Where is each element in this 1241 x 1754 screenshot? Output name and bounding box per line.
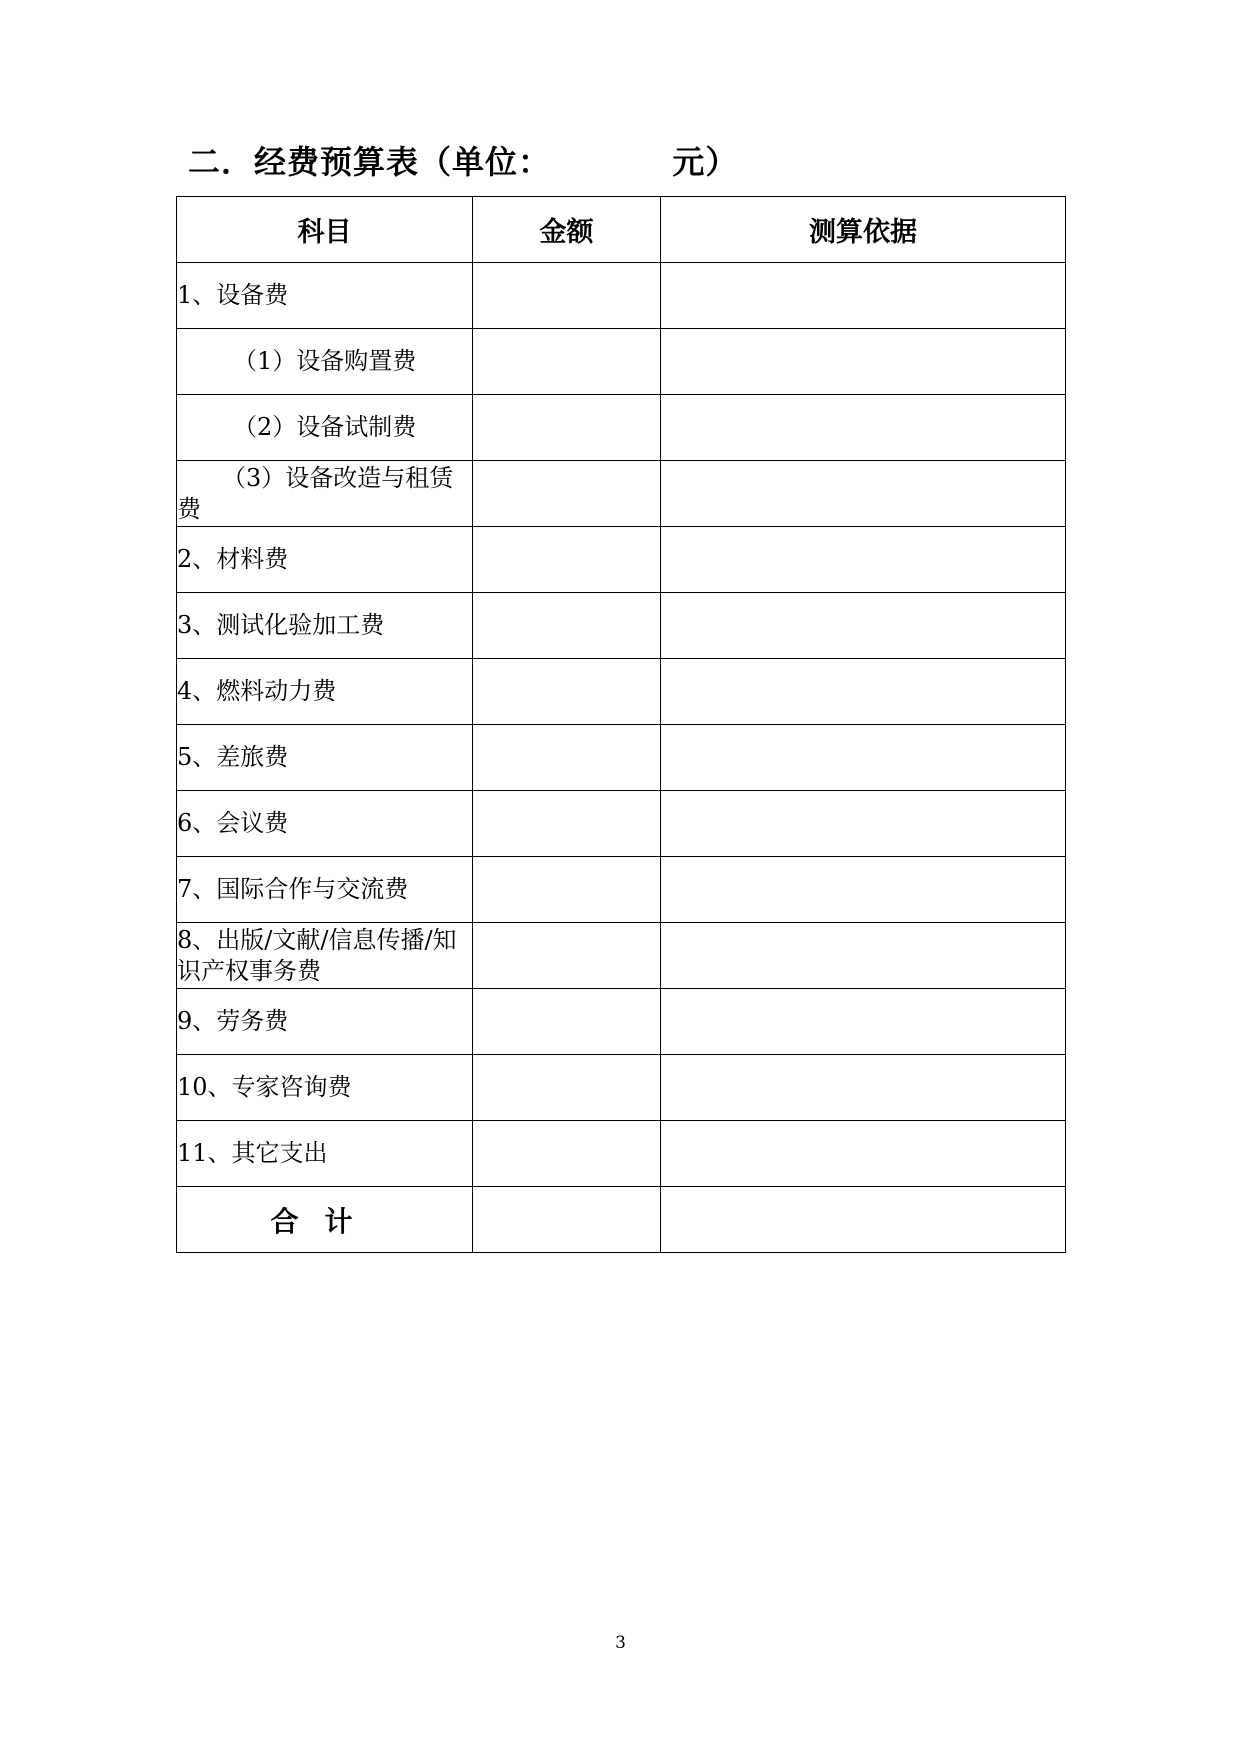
header-amount: 金额 [473, 197, 661, 263]
page-number: 3 [615, 1633, 626, 1653]
total-basis-cell[interactable] [661, 1187, 1066, 1253]
basis-cell[interactable] [661, 395, 1066, 461]
basis-cell[interactable] [661, 791, 1066, 857]
basis-cell[interactable] [661, 659, 1066, 725]
amount-cell[interactable] [473, 395, 661, 461]
table-row [177, 263, 1066, 329]
row-item-label: （3）设备改造与租赁费 [177, 461, 473, 527]
row-item-label: 11、其它支出 [177, 1121, 473, 1187]
amount-cell[interactable] [473, 461, 661, 527]
table-header-row [177, 197, 1066, 263]
row-item-label: （1）设备购置费 [177, 329, 473, 395]
table-row [177, 989, 1066, 1055]
header-basis: 测算依据 [661, 197, 1066, 263]
basis-cell[interactable] [661, 329, 1066, 395]
basis-cell[interactable] [661, 593, 1066, 659]
row-item-label: 4、燃料动力费 [177, 659, 473, 725]
basis-cell[interactable] [661, 263, 1066, 329]
row-item-label: 5、差旅费 [177, 725, 473, 791]
total-amount-cell[interactable] [473, 1187, 661, 1253]
table-row [177, 395, 1066, 461]
basis-cell[interactable] [661, 989, 1066, 1055]
row-item-label: 3、测试化验加工费 [177, 593, 473, 659]
basis-cell[interactable] [661, 923, 1066, 989]
page-title: 二．经费预算表（单位： 元） [188, 143, 739, 181]
amount-cell[interactable] [473, 857, 661, 923]
budget-table [176, 196, 1066, 1253]
table-row [177, 461, 1066, 527]
amount-cell[interactable] [473, 1121, 661, 1187]
row-item-label: 8、出版/文献/信息传播/知识产权事务费 [177, 923, 473, 989]
table-row [177, 923, 1066, 989]
table-row [177, 593, 1066, 659]
row-item-label: 1、设备费 [177, 263, 473, 329]
row-item-label: （2）设备试制费 [177, 395, 473, 461]
amount-cell[interactable] [473, 593, 661, 659]
table-row [177, 725, 1066, 791]
basis-cell[interactable] [661, 725, 1066, 791]
table-row [177, 659, 1066, 725]
table-row [177, 1055, 1066, 1121]
table-row [177, 791, 1066, 857]
table-row [177, 1121, 1066, 1187]
header-subject: 科目 [177, 197, 473, 263]
amount-cell[interactable] [473, 989, 661, 1055]
row-item-label: 10、专家咨询费 [177, 1055, 473, 1121]
amount-cell[interactable] [473, 659, 661, 725]
amount-cell[interactable] [473, 329, 661, 395]
basis-cell[interactable] [661, 1055, 1066, 1121]
basis-cell[interactable] [661, 857, 1066, 923]
amount-cell[interactable] [473, 1055, 661, 1121]
basis-cell[interactable] [661, 1121, 1066, 1187]
amount-cell[interactable] [473, 923, 661, 989]
amount-cell[interactable] [473, 527, 661, 593]
row-item-label: 9、劳务费 [177, 989, 473, 1055]
amount-cell[interactable] [473, 791, 661, 857]
amount-cell[interactable] [473, 263, 661, 329]
total-label: 合计 [177, 1187, 473, 1253]
row-item-label: 7、国际合作与交流费 [177, 857, 473, 923]
row-item-label: 2、材料费 [177, 527, 473, 593]
table-row [177, 857, 1066, 923]
total-row [177, 1187, 1066, 1253]
row-item-label: 6、会议费 [177, 791, 473, 857]
amount-cell[interactable] [473, 725, 661, 791]
table-row [177, 329, 1066, 395]
table-row [177, 527, 1066, 593]
basis-cell[interactable] [661, 461, 1066, 527]
basis-cell[interactable] [661, 527, 1066, 593]
